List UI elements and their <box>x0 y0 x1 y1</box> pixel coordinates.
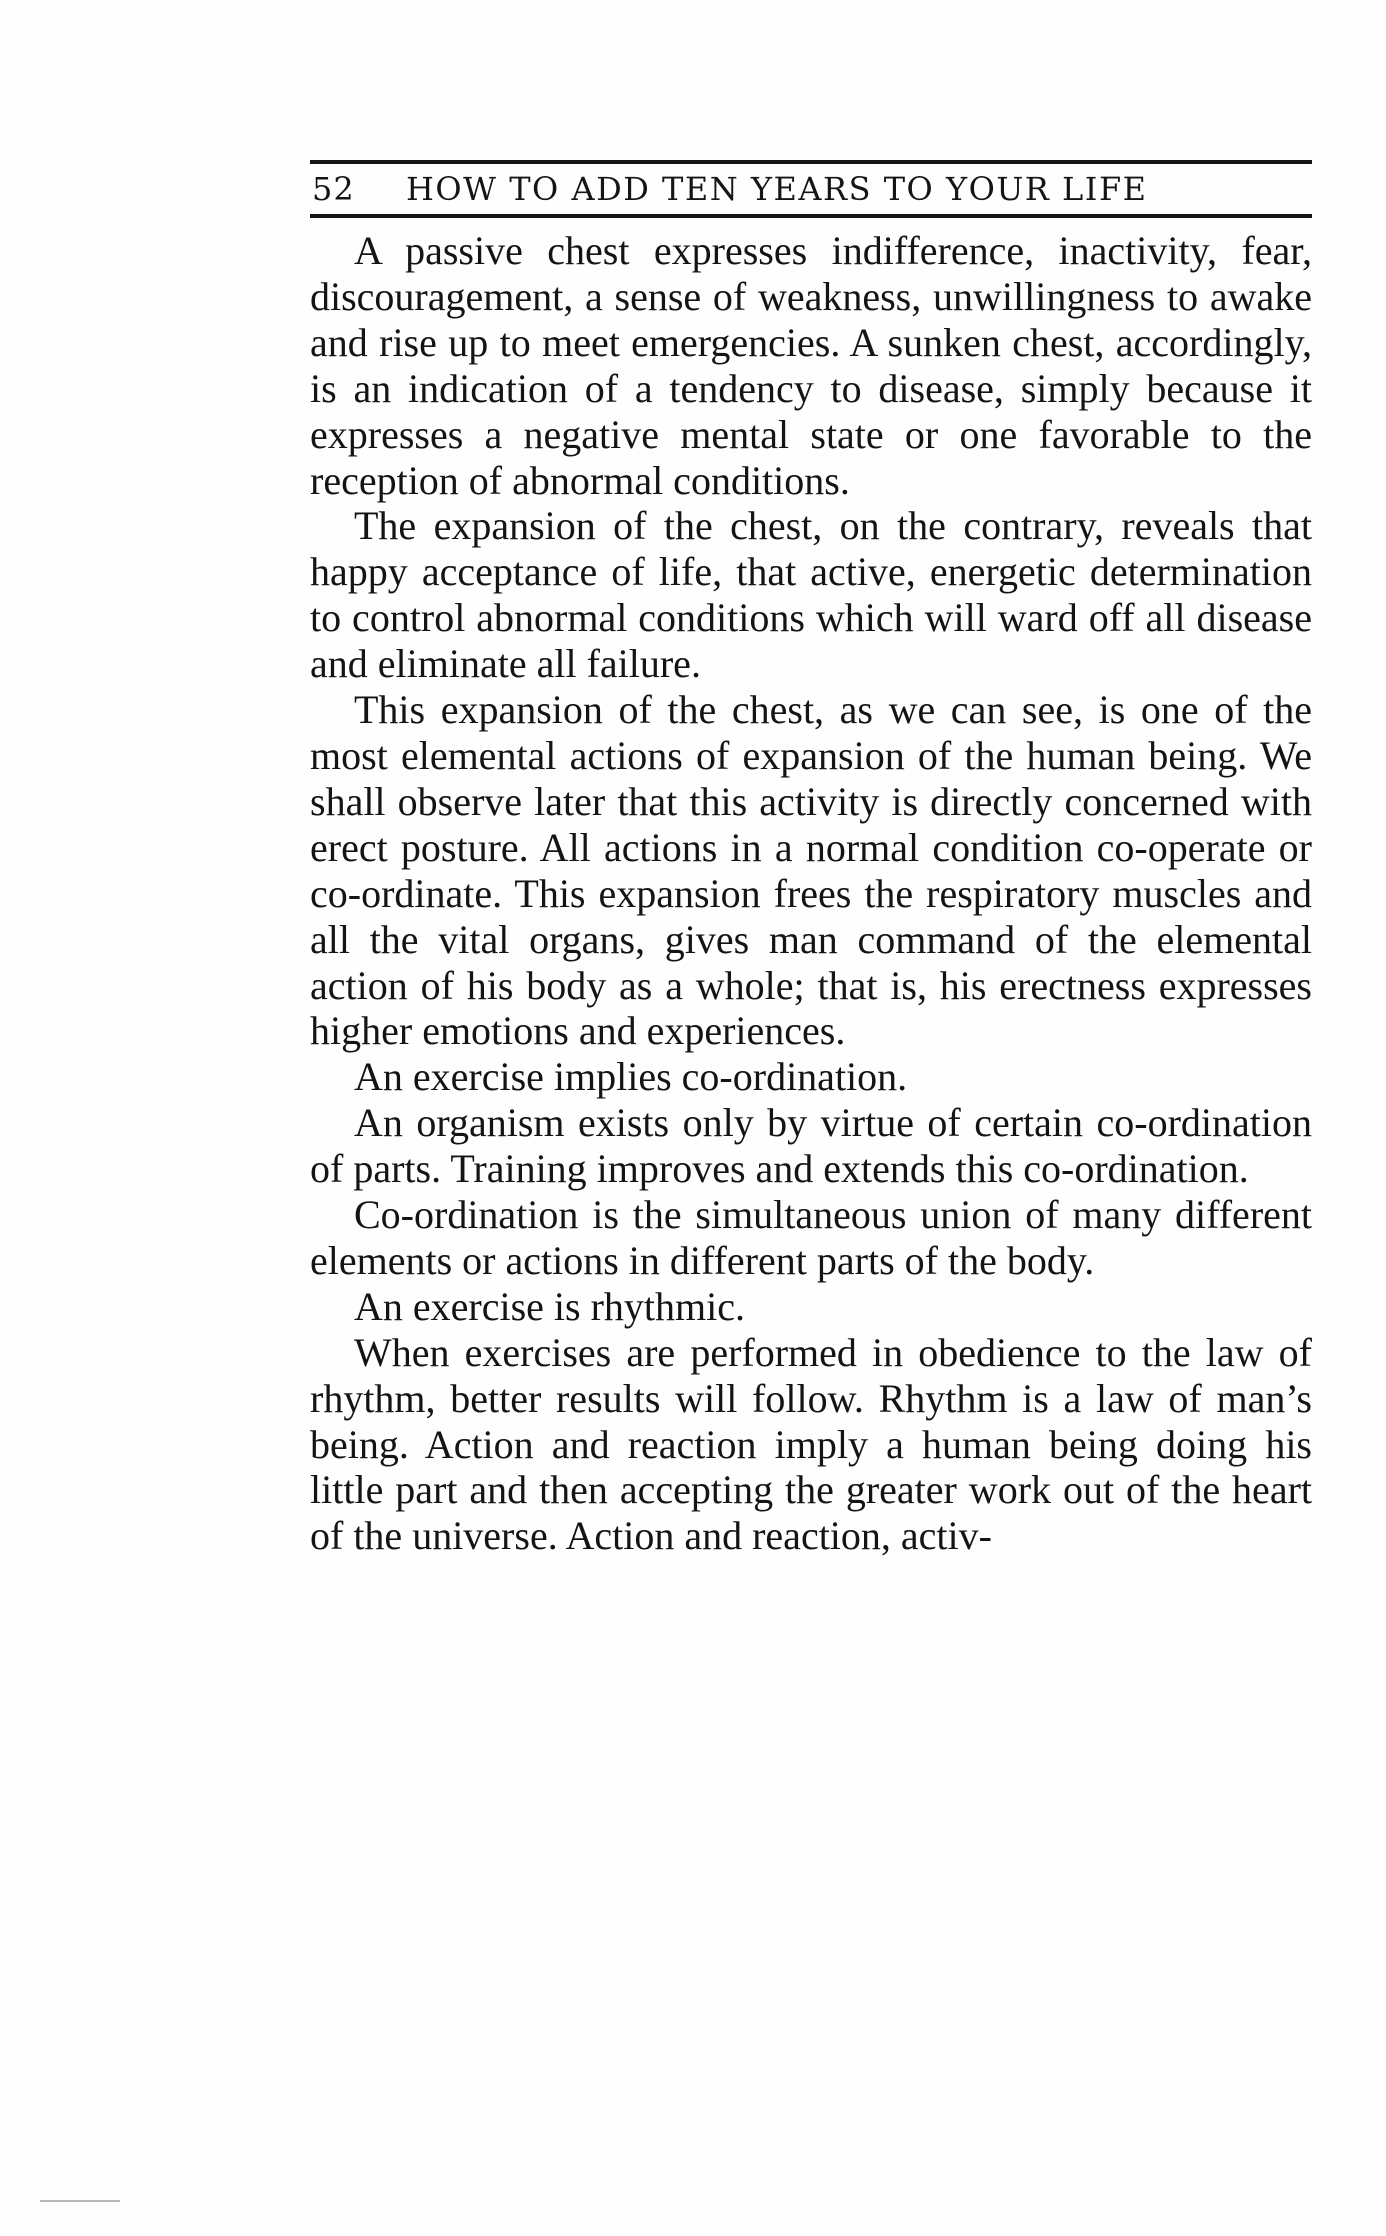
paragraph-coordination-definition: Co-ordination is the simultaneous union of many different elements or actions in different parts of the body. <box>310 1192 1312 1283</box>
running-title: HOW TO ADD TEN YEARS TO YOUR LIFE <box>406 170 1148 208</box>
paragraph-elemental-actions: This expansion of the chest, as we can see, is one of the most elemental actions of expansion of the human being. We shall observe later that this activity is directly concerned with erect posture. All actions in a normal condition co-operate or co-ordinate. This expansion frees the respiratory muscles and all the vital organs, gives man command of the elemental action of his body as a whole; that is, his erectness expresses higher emotions and experiences. <box>310 687 1312 1054</box>
paragraph-passive-chest: A passive chest expresses indifference, inactivity, fear, discouragement, a sense of weakness, unwillingness to awake and rise up to meet emergencies. A sunken chest, accordingly, is an indication of a tendency to disease, simply because it expresses a negative mental state or one favorable to the reception of abnormal conditions. <box>310 228 1312 503</box>
paragraph-exercise-rhythmic: An exercise is rhythmic. <box>354 1283 745 1329</box>
paragraph-exercise-coordination: An exercise implies co-ordination. <box>354 1054 908 1100</box>
scan-edge-mark <box>40 2200 120 2202</box>
paragraph-law-of-rhythm: When exercises are performed in obedience to the law of rhythm, better results will follow. Rhythm is a law of man’s being. Action and reaction imply a human being doing his little part and then accepting the greater work out of the heart of the universe. Action and reaction, activ- <box>310 1329 1312 1559</box>
paragraph-organism: An organism exists only by virtue of certain co-ordination of parts. Training improves and extends this co-ordination. <box>310 1100 1312 1192</box>
page-number: 52 <box>312 170 355 208</box>
running-head <box>310 160 1312 218</box>
body-text <box>310 228 1312 1559</box>
paragraph-chest-expansion: The expansion of the chest, on the contrary, reveals that happy acceptance of life, that active, energetic determination to control abnormal conditions which will ward off all disease and eliminate all failure. <box>310 503 1312 687</box>
